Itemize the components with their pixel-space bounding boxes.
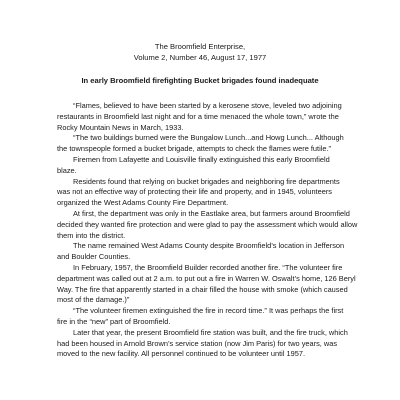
- article-paragraph: [57, 155, 357, 177]
- article-paragraph: [57, 177, 357, 209]
- article-paragraph: [57, 263, 357, 306]
- article-headline: In early Broomfield firefighting Bucket brigades found inadequate: [81, 76, 319, 85]
- paragraph-line: “The two buildings burned were the Bungalow Lunch...and Howg Lunch... Although: [73, 133, 344, 143]
- paragraph-line: had been housed in Arnold Brown’s service station (now Jim Paris) for two years, was: [57, 338, 338, 348]
- article-paragraph: [57, 328, 357, 360]
- paragraph-line: restaurants in Broomfield last night and for a time menaced the whole town,” wrote the: [57, 111, 339, 121]
- paragraph-line: The name remained West Adams County despite Broomfield’s location in Jefferson: [73, 241, 345, 251]
- paragraph-line: In February, 1957, the Broomfield Builder recorded another fire. “The volunteer fire: [73, 262, 343, 272]
- paragraph-line: and Boulder Counties.: [57, 252, 131, 262]
- article-paragraph: [57, 241, 357, 263]
- paragraph-line: them into the district.: [57, 230, 126, 240]
- paragraph-line: the townspeople formed a bucket brigade, attempts to check the flames were futile.”: [57, 144, 332, 154]
- paragraph-line: organized the West Adams County Fire Department.: [57, 198, 229, 208]
- paragraph-line: “Flames, believed to have been started by a kerosene stove, leveled two adjoining: [73, 101, 342, 110]
- masthead-publication: The Broomfield Enterprise,: [154, 42, 246, 51]
- paragraph-line: decided they wanted fire protection and were glad to pay the assessment which would allow: [57, 219, 358, 229]
- article-paragraph: [57, 306, 357, 328]
- paragraph-line: department was called out at 2 a.m. to put out a fire in Warren W. Oswalt’s home, 126 Beryl: [57, 273, 356, 283]
- paragraph-line: “The volunteer firemen extinguished the fire in record time.” It was perhaps the first: [73, 306, 344, 316]
- paragraph-line: blaze.: [57, 165, 77, 175]
- article-paragraph: [57, 209, 357, 241]
- masthead-issue: Volume 2, Number 46, August 17, 1977: [133, 53, 267, 62]
- paragraph-line: At first, the department was only in the Eastlake area, but farmers around Broomfield: [73, 208, 350, 218]
- paragraph-line: Later that year, the present Broomfield fire station was built, and the fire truck, which: [73, 327, 348, 337]
- paragraph-line: Residents found that relying on bucket brigades and neighboring fire departments: [73, 176, 340, 186]
- paragraph-line: Firemen from Lafayette and Louisville finally extinguished this early Broomfield: [73, 154, 330, 164]
- paragraph-line: Way. The fire that apparently started in a chair filled the house with smoke (which caused: [57, 284, 348, 294]
- paragraph-line: Rocky Mountain News in March, 1933.: [57, 122, 184, 132]
- article-paragraph: [57, 101, 357, 133]
- paragraph-line: fire in the “new” part of Broomfield.: [57, 316, 171, 326]
- article-body: [57, 101, 357, 360]
- paragraph-line: most of the damage.)”: [57, 295, 130, 305]
- paragraph-line: moved to the new facility. All personnel continued to be volunteer until 1957.: [57, 349, 306, 359]
- article-paragraph: [57, 133, 357, 155]
- paragraph-line: was not an effective way of protecting their life and property, and in 1945, volunteers: [57, 187, 332, 197]
